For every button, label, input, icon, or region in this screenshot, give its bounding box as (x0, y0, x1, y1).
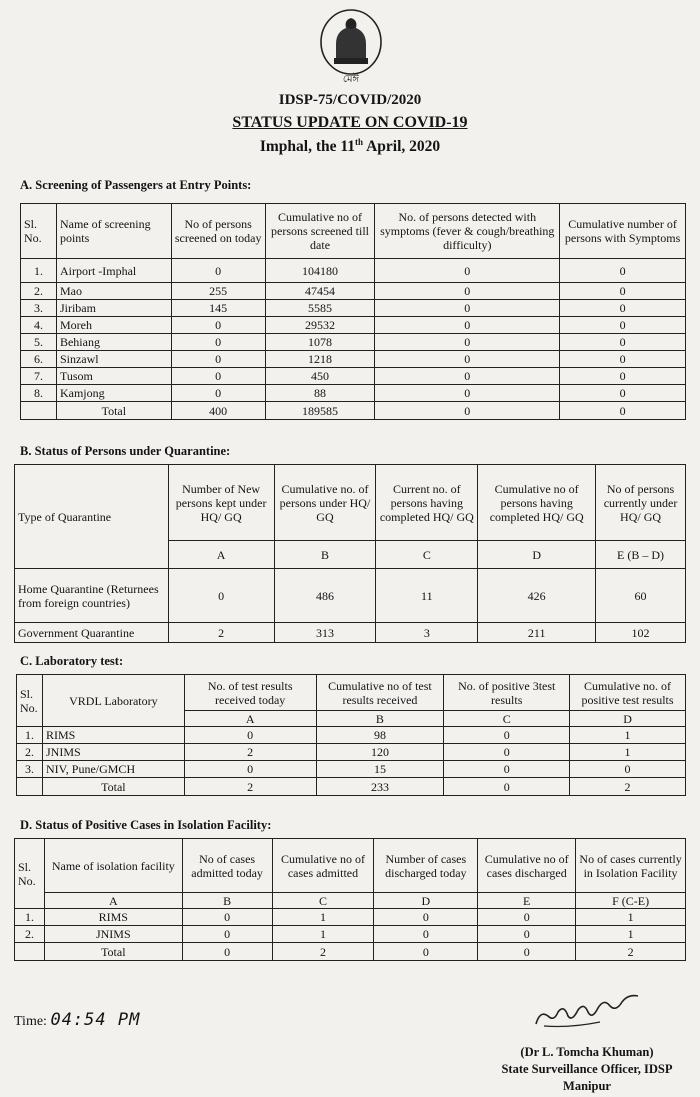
column-header: Cumulative no of cases discharged (478, 839, 576, 893)
column-letter-row: A B C D E (B – D) (15, 541, 686, 569)
table-header-row (17, 675, 686, 711)
column-header: Name of screening points (56, 204, 171, 259)
column-header: No. of positive 3test results (444, 675, 570, 711)
time-value: 04:54 PM (50, 1010, 141, 1030)
section-b-title: B. Status of Persons under Quarantine: (20, 444, 231, 458)
section-d-title: D. Status of Positive Cases in Isolation Facility: (20, 818, 272, 832)
table-total-row: Total 2 233 0 2 (17, 778, 686, 796)
column-letter-row: A B C D E F (C-E) (15, 893, 686, 909)
column-header: No of persons screened on today (171, 204, 265, 259)
column-header: Cumulative no of cases admitted (272, 839, 374, 893)
column-letter-row: A B C D (17, 711, 686, 727)
officer-designation: State Surveillance Officer, IDSP (501, 1062, 673, 1076)
column-header: Name of isolation facility (44, 839, 182, 893)
table-row: 2. JNIMS 0 1 0 0 1 (15, 926, 686, 943)
time-label: Time: (14, 1014, 47, 1029)
laboratory-table (16, 674, 686, 796)
column-header: No of persons currently under HQ/ GQ (596, 465, 686, 541)
column-header: No. of test results received today (184, 675, 316, 711)
table-row: 2. Mao 255 47454 0 0 (21, 283, 686, 300)
table-row: 6. Sinzawl 0 1218 0 0 (21, 351, 686, 368)
column-header: Cumulative no of test results received (316, 675, 444, 711)
column-header: Number of cases discharged today (374, 839, 478, 893)
table-total-row: Total 0 2 0 0 2 (15, 943, 686, 961)
table-row: 2. JNIMS 2 120 0 1 (17, 744, 686, 761)
table-row: 1. RIMS 0 98 0 1 (17, 727, 686, 744)
report-time (14, 1010, 140, 1030)
column-header: No of cases admitted today (182, 839, 272, 893)
table-total-row: Total 400 189585 0 0 (21, 402, 686, 420)
signature-icon (530, 982, 650, 1032)
column-header: Cumulative no. of persons under HQ/ GQ (274, 465, 376, 541)
table-row: 5. Behiang 0 1078 0 0 (21, 334, 686, 351)
table-row: 1. RIMS 0 1 0 0 1 (15, 909, 686, 926)
document-reference: IDSP-75/COVID/2020 (278, 92, 422, 108)
quarantine-table (14, 464, 686, 643)
screening-table (20, 203, 686, 420)
table-header-row (15, 465, 686, 541)
column-header: Sl. No. (15, 839, 45, 909)
column-header: Type of Quarantine (15, 465, 169, 569)
table-row: Home Quarantine (Returnees from foreign countries) 0 486 11 426 60 (15, 569, 686, 623)
table-header-row (15, 839, 686, 893)
state-emblem-icon (318, 8, 384, 86)
table-row: 7. Tusom 0 450 0 0 (21, 368, 686, 385)
column-header: Cumulative number of persons with Symptoms (560, 204, 686, 259)
column-header: Cumulative no. of positive test results (570, 675, 686, 711)
column-header: VRDL Laboratory (42, 675, 184, 727)
document-date: Imphal, the 11th April, 2020 (259, 137, 441, 156)
table-header-row (21, 204, 686, 259)
table-row: 3. Jiribam 145 5585 0 0 (21, 300, 686, 317)
section-c-title: C. Laboratory test: (20, 654, 124, 668)
column-header: Current no. of persons having completed HQ/ GQ (376, 465, 478, 541)
column-header: No. of persons detected with symptoms (fever & cough/breathing difficulty) (375, 204, 560, 259)
document-title: STATUS UPDATE ON COVID-19 (232, 114, 468, 131)
column-header: Cumulative no of persons having completed HQ/ GQ (478, 465, 596, 541)
column-header: Cumulative no of persons screened till date (265, 204, 375, 259)
table-row: 4. Moreh 0 29532 0 0 (21, 317, 686, 334)
isolation-table (14, 838, 686, 961)
officer-state: Manipur (563, 1079, 611, 1093)
column-header: Sl. No. (21, 204, 57, 259)
column-header: Number of New persons kept under HQ/ GQ (168, 465, 274, 541)
column-header: Sl. No. (17, 675, 43, 727)
table-row: Government Quarantine 2 313 3 211 102 (15, 623, 686, 643)
officer-name: (Dr L. Tomcha Khuman) (520, 1045, 654, 1059)
table-row: 3. NIV, Pune/GMCH 0 15 0 0 (17, 761, 686, 778)
column-header: No of cases currently in Isolation Facility (576, 839, 686, 893)
section-a-title: A. Screening of Passengers at Entry Points: (20, 178, 252, 192)
table-row: 1. Airport -Imphal 0 104180 0 0 (21, 259, 686, 283)
table-row: 8. Kamjong 0 88 0 0 (21, 385, 686, 402)
emblem-text: মেঈ (342, 74, 360, 85)
